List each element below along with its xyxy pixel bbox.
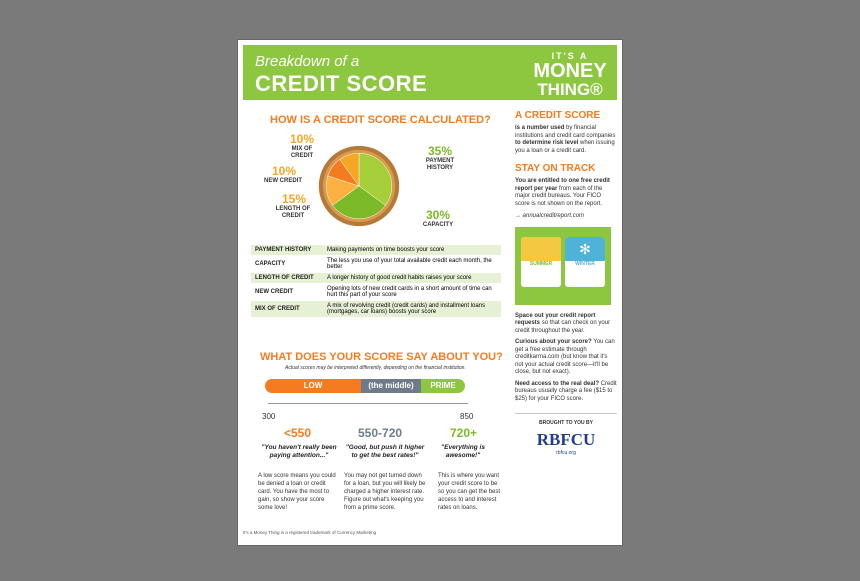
scale-min: 300 [262,412,276,421]
factors-table [251,245,501,318]
sidebar-heading-credit-score: A CREDIT SCORE [515,110,601,121]
sponsor-block: BROUGHT TO YOU BY RBFCU rbfcu.org [515,413,617,456]
score-heading: WHAT DOES YOUR SCORE SAY ABOUT YOU? [260,351,503,363]
title-line1: Breakdown of a [255,53,360,70]
factor-key: PAYMENT HISTORY [251,245,323,256]
factor-row [251,273,501,284]
factor-row [251,301,501,318]
range-low-quote: "You haven't really been paying attention..." [261,444,337,459]
factor-row [251,245,501,256]
factor-row [251,256,501,273]
title-line2: CREDIT SCORE [255,71,428,96]
range-prime-desc: This is where you want your credit score to be so you can get the best access to and interest rates on loans. [438,473,501,511]
bar-middle: (the middle) [361,379,421,393]
bar-low: LOW [265,379,361,393]
score-note: Actual scores may be interpreted differently, depending on the financial institution. [285,365,466,371]
score-scale [268,403,468,404]
sidebar-space-out: Space out your credit report requests so that can check on your credit throughout the year. [515,312,611,334]
scale-max: 850 [460,412,474,421]
pct-capacity: 30% [426,208,451,222]
calendar-graphic [515,227,611,305]
pct-length: 15% [282,192,307,206]
range-mid-label: 550-720 [358,426,403,440]
sidebar-definition: is a number used by financial institutions and credit card companies to determine risk level when issuing you a loan or a credit card. [515,125,616,154]
range-low-desc: A low score means you could be denied a loan or credit card. You have the most to gain, so show your score some love! [258,473,336,511]
money-thing-logo: IT'S A MONEY THING® [533,51,607,99]
range-prime-label: 720+ [450,426,478,440]
range-low-label: <550 [284,426,312,440]
label-new: NEW CREDIT [264,178,302,184]
summer-calendar-icon: SUMMER [521,237,561,287]
score-bar [265,379,465,393]
factor-desc: Making payments on time boosts your score [323,245,501,256]
sidebar-curious: Curious about your score? You can get a free estimate through creditkarma.com (but know that it's not your actual credit score—it'll be close, but not exact). [515,339,615,375]
pct-mix: 10% [290,132,315,146]
factor-key: MIX OF CREDIT [251,301,323,318]
footer-trademark: It's a Money Thing is a registered trademark of Currency Marketing [243,530,377,535]
sidebar-link[interactable]: → annualcreditreport.com [515,213,585,219]
factor-key: NEW CREDIT [251,284,323,301]
pct-new: 10% [272,164,297,178]
range-mid-desc: You may not get turned down for a loan, but you will likely be charged a higher interest rate. Figure out what's keeping you from a prime score. [344,473,426,511]
header-banner [243,45,617,100]
winter-calendar-icon: ✻ WINTER [565,237,605,287]
infographic-page [238,40,622,545]
pct-payment: 35% [428,144,453,158]
sidebar-heading-stay-on-track: STAY ON TRACK [515,163,596,174]
bar-prime: PRIME [421,379,465,393]
factor-desc: Opening lots of new credit cards in a short amount of time can hurt this part of your score [323,284,501,301]
range-prime-quote: "Everything is awesome!" [441,444,485,459]
credit-score-pie-chart [318,145,400,227]
sidebar-real-deal: Need access to the real deal? Credit bureaus usually charge a fee ($15 to $25) for your FICO score. [515,380,617,402]
factor-desc: A longer history of good credit habits raises your score [323,273,501,284]
label-mix: MIX OF CREDIT [290,146,314,159]
label-capacity: CAPACITY [422,222,454,228]
calc-heading: HOW IS A CREDIT SCORE CALCULATED? [270,114,491,126]
rbfcu-logo: RBFCU [536,430,596,449]
factor-row [251,284,501,301]
factor-key: CAPACITY [251,256,323,273]
sidebar-free-report: You are entitled to one free credit report per year from each of the major credit bureaus. Your FICO score is not shown on the report. [515,178,610,207]
label-length: LENGTH OF CREDIT [275,206,311,219]
range-mid-quote: "Good, but push it higher to get the best rates!" [345,444,425,459]
factor-key: LENGTH OF CREDIT [251,273,323,284]
factor-desc: The less you use of your total available credit each month, the better [323,256,501,273]
label-payment: PAYMENT HISTORY [425,158,455,171]
sidebar [515,110,617,540]
factor-desc: A mix of revolving credit (credit cards) and installment loans (mortgages, car loans) boosts your score [323,301,501,318]
